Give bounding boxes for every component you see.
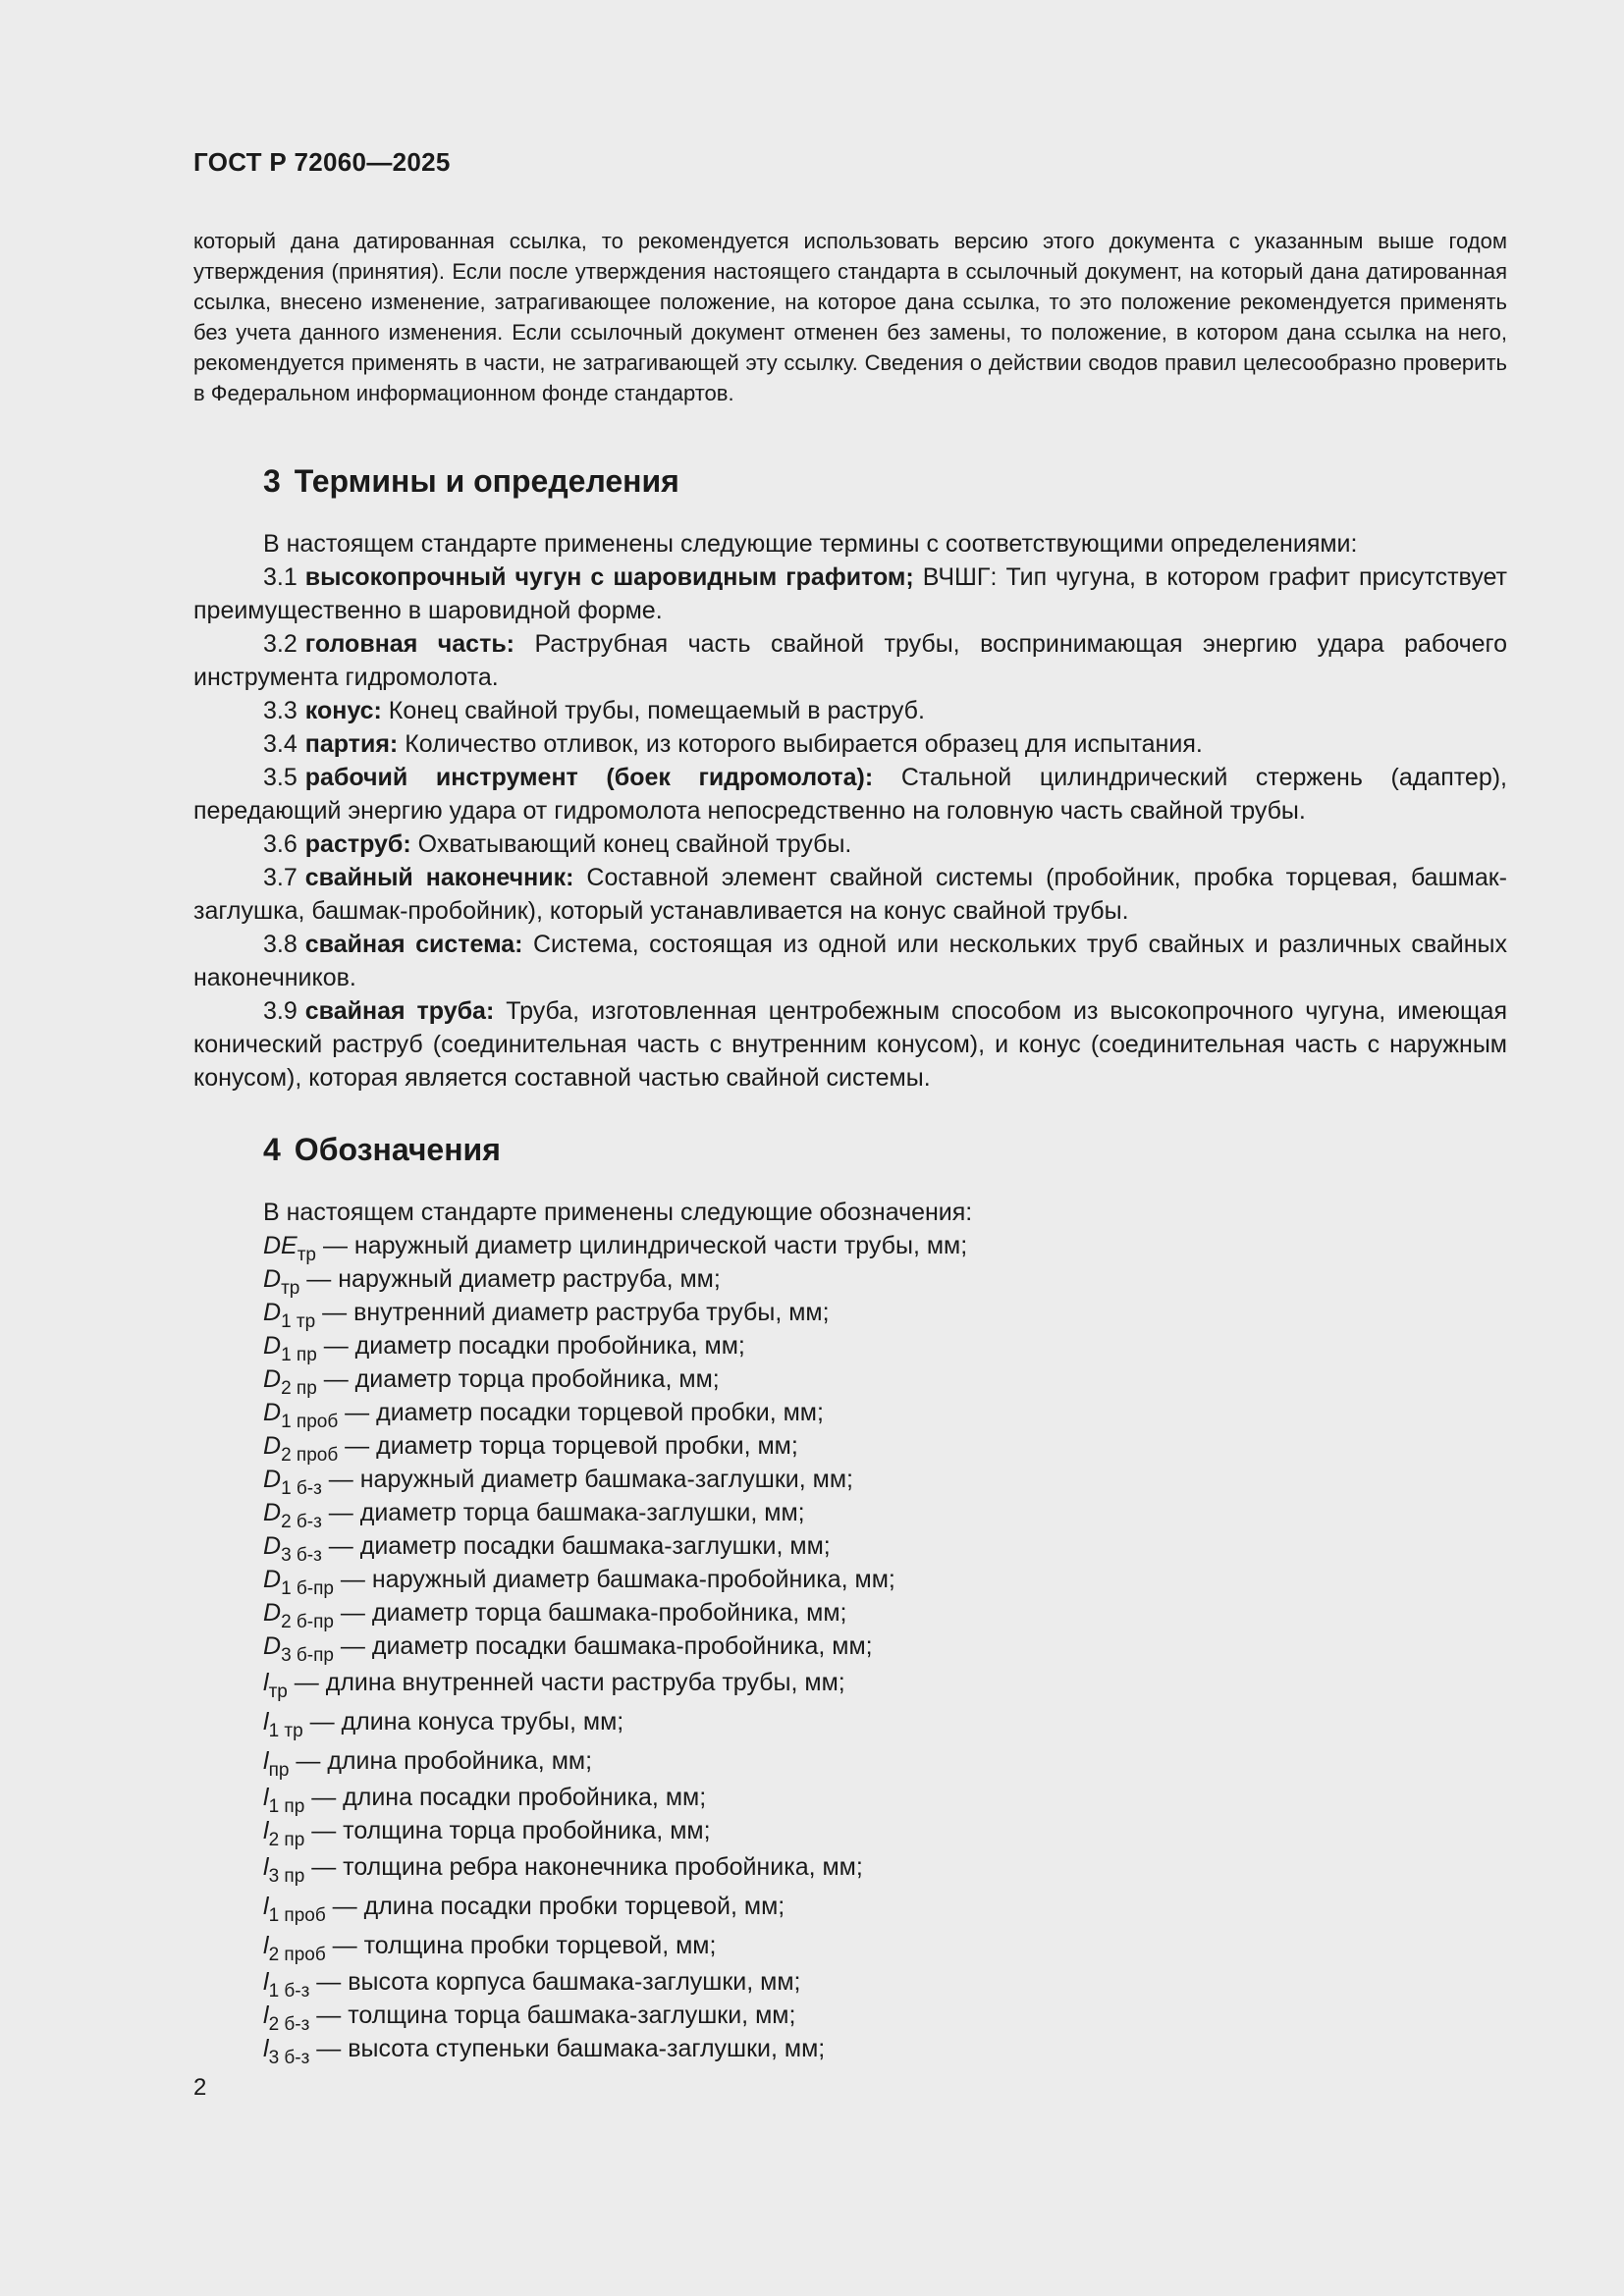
symbol-description: — диаметр посадки башмака-заглушки, мм; (321, 1532, 831, 1560)
symbol-description: — наружный диаметр раструба, мм; (299, 1265, 721, 1293)
symbol-letter: D (263, 1265, 282, 1293)
symbol-subscript: 2 проб (268, 1945, 326, 1965)
symbol-entry (263, 1463, 1500, 1499)
term-definition: Раструбная часть свайной трубы, воспринимающая энергию удара рабочего инструмента гидромолота. (193, 630, 1507, 691)
symbol-description: — диаметр посадки пробойника, мм; (316, 1332, 745, 1360)
term-name: высокопрочный чугун с шаровидным графитом; (304, 563, 914, 591)
symbol-letter: D (263, 1566, 282, 1593)
symbol-subscript: 1 б-з (268, 1981, 310, 2002)
symbol-description: — диаметр посадки башмака-пробойника, мм; (333, 1632, 873, 1660)
section-3-number: 3 (263, 463, 281, 499)
symbol-subscript: пр (268, 1760, 290, 1781)
terms-list (193, 527, 1507, 1095)
term-name: свайная труба: (304, 997, 495, 1025)
symbol-subscript: 2 пр (268, 1830, 305, 1850)
symbol-subscript: 1 проб (281, 1412, 339, 1432)
symbols-list (263, 1196, 1500, 2068)
symbol-subscript: тр (268, 1682, 288, 1702)
symbol-letter: l (263, 1669, 269, 1696)
symbol-entry (263, 1814, 1500, 1850)
symbol-description: — длина пробойника, мм; (289, 1747, 593, 1775)
section-4-title: Обозначения (294, 1132, 501, 1167)
symbol-entry (263, 1296, 1500, 1332)
intro-text: который дана датированная ссылка, то рекомендуется использовать версию этого документа с указанным выше годом утверждения (принятия). Если после утверждения настоящего стандарта в ссылочный документ, на который дана датированная ссылка, внесено изменение, затрагивающее положение, на которое дана ссылка, то это положение рекомендуется применять без учета данного изменения. Если ссылочный документ отменен без замены, то положение, в котором дана ссылка на него, рекомендуется применять в части, не затрагивающей эту ссылку. Сведения о действии сводов правил целесообразно проверить в Федеральном информационном фонде стандартов. (193, 229, 1507, 405)
symbol-description: — толщина ребра наконечника пробойника, мм; (304, 1853, 863, 1881)
symbol-letter: l (263, 1708, 269, 1735)
page-number: 2 (193, 2074, 207, 2101)
symbol-description: — наружный диаметр цилиндрической части трубы, мм; (316, 1232, 968, 1259)
symbol-entry (263, 1229, 1500, 1265)
symbol-subscript: 3 б-з (268, 2048, 310, 2068)
symbol-subscript: 1 б-з (281, 1478, 322, 1499)
symbol-letter: l (263, 1747, 269, 1775)
symbols-lead: В настоящем стандарте применены следующие обозначения: (263, 1199, 973, 1226)
symbol-entry (263, 2032, 1500, 2068)
symbol-entry (263, 1781, 1500, 1817)
symbol-subscript: 1 пр (281, 1345, 317, 1365)
symbol-letter: D (263, 1532, 282, 1560)
term-definition: Стальной цилиндрический стержень (адаптер), передающий энергию удара от гидромолота непосредственно на головную часть свайной трубы. (193, 764, 1507, 825)
term-name: свайная система: (304, 931, 523, 958)
symbol-entry (263, 1741, 1500, 1781)
symbol-letter: D (263, 1499, 282, 1526)
symbol-description: — длина внутренней части раструба трубы, мм; (287, 1669, 845, 1696)
symbol-letter: l (263, 1893, 269, 1920)
symbol-entry (263, 1429, 1500, 1466)
symbol-letter: l (263, 1817, 269, 1844)
document-code: ГОСТ Р 72060—2025 (193, 147, 451, 177)
symbol-letter: D (263, 1466, 282, 1493)
symbol-subscript: 2 проб (281, 1445, 339, 1466)
symbol-entry (263, 1887, 1500, 1926)
symbol-letter: DE (263, 1232, 298, 1259)
term-entry (193, 928, 1507, 994)
symbol-entry (263, 1847, 1500, 1887)
symbol-description: — толщина торца башмака-заглушки, мм; (309, 2002, 796, 2029)
intro-paragraph (193, 226, 1507, 408)
symbol-letter: D (263, 1299, 282, 1326)
symbol-subscript: 1 пр (268, 1796, 305, 1817)
term-number: 3.4 (263, 730, 298, 758)
symbol-letter: l (263, 1853, 269, 1881)
symbol-letter: D (263, 1632, 282, 1660)
section-3-title: Термины и определения (294, 463, 679, 499)
symbol-letter: l (263, 1968, 269, 1996)
symbol-letter: l (263, 1932, 269, 1959)
symbol-letter: l (263, 2002, 269, 2029)
symbol-entry (263, 1396, 1500, 1432)
symbol-subscript: 1 тр (281, 1311, 316, 1332)
symbol-description: — наружный диаметр башмака-пробойника, мм; (333, 1566, 895, 1593)
symbol-description: — диаметр торца башмака-пробойника, мм; (333, 1599, 847, 1627)
term-name: конус: (304, 697, 382, 724)
symbol-entry (263, 1965, 1500, 2002)
symbol-subscript: 1 проб (268, 1905, 326, 1926)
term-name: головная часть: (304, 630, 515, 658)
symbol-subscript: 3 пр (268, 1866, 305, 1887)
symbol-description: — толщина торца пробойника, мм; (304, 1817, 711, 1844)
term-entry (193, 727, 1507, 761)
symbol-entry (263, 1702, 1500, 1741)
symbol-description: — длина посадки пробойника, мм; (304, 1784, 707, 1811)
symbol-letter: D (263, 1365, 282, 1393)
symbol-letter: l (263, 1784, 269, 1811)
term-definition: Труба, изготовленная центробежным способом из высокопрочного чугуна, имеющая конический раструб (соединительная часть с внутренним конусом), и конус (соединительная часть с наружным конусом), которая является составной частью свайной системы. (193, 997, 1507, 1092)
term-entry (193, 761, 1507, 828)
symbol-subscript: 2 б-з (268, 2014, 310, 2035)
symbol-subscript: 2 б-пр (281, 1612, 334, 1632)
symbol-letter: D (263, 1332, 282, 1360)
symbol-description: — толщина пробки торцевой, мм; (325, 1932, 717, 1959)
symbol-letter: D (263, 1432, 282, 1460)
symbol-subscript: тр (297, 1245, 317, 1265)
symbol-description: — длина посадки пробки торцевой, мм; (325, 1893, 785, 1920)
terms-lead: В настоящем стандарте применены следующие термины с соответствующими определениями: (263, 530, 1358, 558)
term-entry (193, 627, 1507, 694)
symbol-description: — высота корпуса башмака-заглушки, мм; (309, 1968, 801, 1996)
term-definition: Охватывающий конец свайной трубы. (410, 830, 852, 858)
symbol-letter: l (263, 2035, 269, 2062)
term-entry (193, 994, 1507, 1095)
symbol-entry (263, 1629, 1500, 1666)
symbol-description: — внутренний диаметр раструба трубы, мм; (315, 1299, 830, 1326)
term-number: 3.6 (263, 830, 298, 858)
symbol-description: — диаметр посадки торцевой пробки, мм; (338, 1399, 824, 1426)
term-number: 3.1 (263, 563, 298, 591)
section-4-heading (263, 1132, 501, 1168)
section-3-heading (263, 463, 679, 500)
term-definition: Количество отливок, из которого выбирается образец для испытания. (398, 730, 1203, 758)
symbol-entry (263, 1362, 1500, 1399)
symbol-description: — диаметр торца торцевой пробки, мм; (338, 1432, 798, 1460)
term-name: рабочий инструмент (боек гидромолота): (304, 764, 874, 791)
symbol-entry (263, 1596, 1500, 1632)
symbol-subscript: 2 б-з (281, 1512, 322, 1532)
term-name: свайный наконечник: (304, 864, 574, 891)
symbol-entry (263, 1926, 1500, 1965)
symbol-letter: D (263, 1599, 282, 1627)
symbol-description: — длина конуса трубы, мм; (302, 1708, 624, 1735)
term-entry (193, 694, 1507, 727)
symbol-entry (263, 1496, 1500, 1532)
term-name: раструб: (304, 830, 411, 858)
symbol-subscript: 3 б-пр (281, 1645, 334, 1666)
symbol-description: — наружный диаметр башмака-заглушки, мм; (321, 1466, 853, 1493)
symbol-entry (263, 1663, 1500, 1702)
term-entry (193, 561, 1507, 627)
term-definition: Составной элемент свайной системы (пробойник, пробка торцевая, башмак-заглушка, башмак-пробойник), который устанавливается на конус свайной трубы. (193, 864, 1508, 925)
symbol-subscript: 3 б-з (281, 1545, 322, 1566)
section-4-number: 4 (263, 1132, 281, 1167)
symbol-entry (263, 1262, 1500, 1299)
symbol-subscript: 1 б-пр (281, 1578, 334, 1599)
symbol-entry (263, 1563, 1500, 1599)
symbol-description: — высота ступеньки башмака-заглушки, мм; (309, 2035, 826, 2062)
symbol-letter: D (263, 1399, 282, 1426)
symbol-description: — диаметр торца башмака-заглушки, мм; (321, 1499, 805, 1526)
symbol-subscript: 2 пр (281, 1378, 317, 1399)
symbol-subscript: 1 тр (268, 1721, 303, 1741)
term-number: 3.9 (263, 997, 298, 1025)
term-entry (193, 861, 1507, 928)
symbol-description: — диаметр торца пробойника, мм; (316, 1365, 720, 1393)
symbol-subscript: тр (281, 1278, 300, 1299)
term-definition: Система, состоящая из одной или нескольких труб свайных и различных свайных наконечников. (193, 931, 1507, 991)
term-number: 3.2 (263, 630, 298, 658)
symbol-entry (263, 1999, 1500, 2035)
symbol-entry (263, 1529, 1500, 1566)
term-number: 3.8 (263, 931, 298, 958)
term-number: 3.7 (263, 864, 298, 891)
term-name: партия: (304, 730, 399, 758)
symbol-entry (263, 1329, 1500, 1365)
term-definition: Конец свайной трубы, помещаемый в раструб. (381, 697, 925, 724)
term-definition: ВЧШГ: Тип чугуна, в котором графит присутствует преимущественно в шаровидной форме. (193, 563, 1508, 624)
term-entry (193, 828, 1507, 861)
term-number: 3.5 (263, 764, 298, 791)
term-number: 3.3 (263, 697, 298, 724)
